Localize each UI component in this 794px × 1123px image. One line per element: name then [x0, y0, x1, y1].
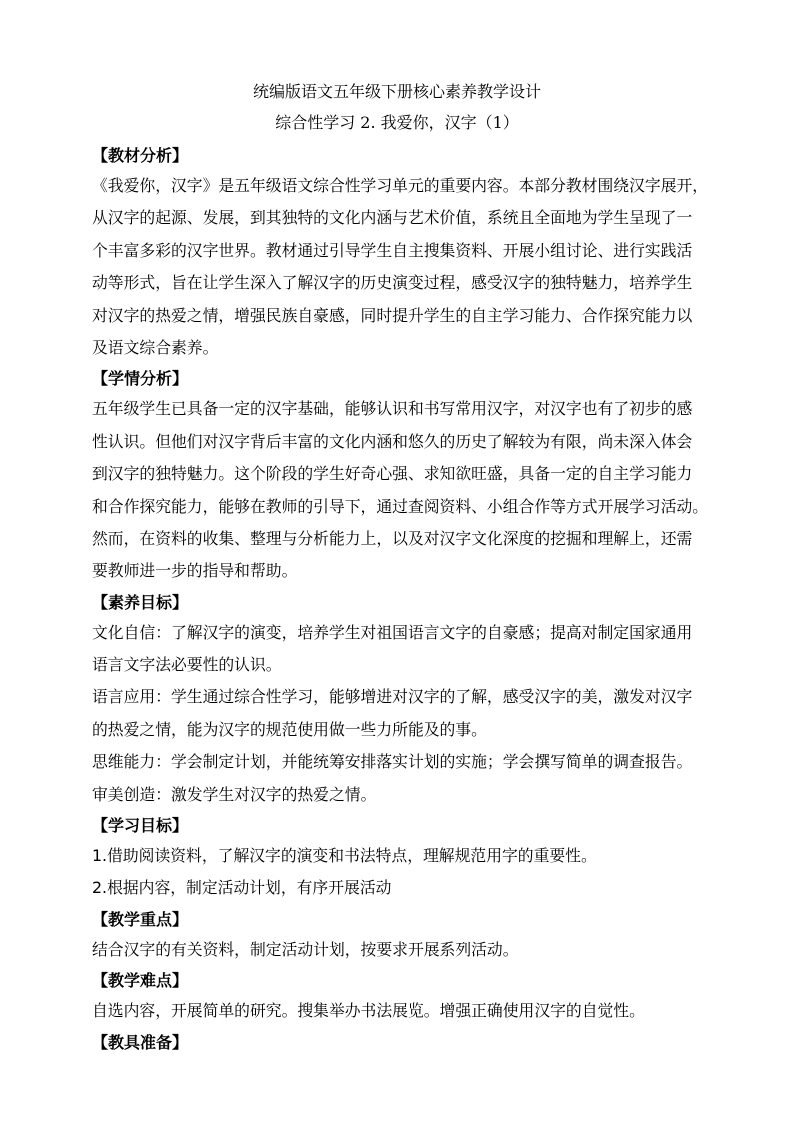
text-line: 要教师进一步的指导和帮助。 — [92, 561, 298, 581]
heading-difficulties: 【教学难点】 — [92, 971, 189, 991]
text-line: 动等形式，旨在让学生深入了解汉字的历史演变过程，感受汉字的独特魅力，培养学生 — [92, 273, 693, 293]
text-line: 文化自信：了解汉字的演变，培养学生对祖国语言文字的自豪感；提高对制定国家通用 — [92, 622, 693, 642]
text-line: 和合作探究能力，能够在教师的引导下，通过查阅资料、小组合作等方式开展学习活动。 — [92, 496, 709, 516]
text-line: 从汉字的起源、发展，到其独特的文化内涵与艺术价值，系统且全面地为学生呈现了一 — [92, 208, 693, 228]
document-title: 统编版语文五年级下册核心素养教学设计 — [252, 82, 541, 101]
heading-textbook-analysis: 【教材分析】 — [92, 146, 189, 165]
text-line: 结合汉字的有关资料，制定活动计划，按要求开展系列活动。 — [92, 939, 519, 959]
text-line: 到汉字的独特魅力。这个阶段的学生好奇心强、求知欲旺盛，具备一定的自主学习能力 — [92, 464, 693, 484]
text-line: 《我爱你，汉字》是五年级语文综合性学习单元的重要内容。本部分教材围绕汉字展开， — [92, 176, 709, 195]
text-line: 对汉字的热爱之情，增强民族自豪感，同时提升学生的自主学习能力、合作探究能力以 — [92, 305, 693, 325]
paragraph-literacy-goals — [92, 617, 710, 811]
text-line: 审美创造：激发学生对汉字的热爱之情。 — [92, 784, 377, 804]
text-line: 思维能力：学会制定计划，并能统筹安排落实计划的实施；学会撰写简单的调查报告。 — [92, 752, 693, 772]
heading-materials: 【教具准备】 — [92, 1032, 189, 1052]
text-line: 的热爱之情，能为汉字的规范使用做一些力所能及的事。 — [92, 719, 487, 739]
text-line: 性认识。但他们对汉字背后丰富的文化内涵和悠久的历史了解较为有限，尚未深入体会 — [92, 431, 693, 451]
text-line: 五年级学生已具备一定的汉字基础，能够认识和书写常用汉字，对汉字也有了初步的感 — [92, 399, 693, 419]
text-line: 1.借助阅读资料，了解汉字的演变和书法特点，理解规范用字的重要性。 — [92, 846, 597, 866]
text-line: 个丰富多彩的汉字世界。教材通过引导学生自主搜集资料、开展小组讨论、进行实践活 — [92, 240, 693, 260]
paragraph-student-analysis — [92, 393, 710, 587]
heading-literacy-goals: 【素养目标】 — [92, 592, 189, 612]
heading-key-points: 【教学重点】 — [92, 909, 189, 929]
text-line: 及语文综合素养。 — [92, 337, 219, 357]
paragraph-difficulties — [92, 995, 710, 1027]
paragraph-textbook-analysis — [92, 170, 710, 364]
heading-student-analysis: 【学情分析】 — [92, 369, 189, 389]
document-subtitle: 综合性学习 2. 我爱你，汉字（1） — [275, 113, 519, 132]
heading-learning-goals: 【学习目标】 — [92, 816, 189, 836]
paragraph-key-points — [92, 934, 710, 966]
text-line: 语言应用：学生通过综合性学习，能够增进对汉字的了解，感受汉字的美，激发对汉字 — [92, 687, 693, 707]
document-body — [92, 141, 710, 1057]
text-line: 语言文字法必要性的认识。 — [92, 655, 282, 675]
text-line: 然而，在资料的收集、整理与分析能力上，以及对汉字文化深度的挖掘和理解上，还需 — [92, 528, 693, 548]
text-line: 自选内容，开展简单的研究。搜集举办书法展览。增强正确使用汉字的自觉性。 — [92, 1001, 645, 1021]
paragraph-learning-goals — [92, 840, 710, 905]
text-line: 2.根据内容，制定活动计划，有序开展活动 — [92, 878, 392, 898]
